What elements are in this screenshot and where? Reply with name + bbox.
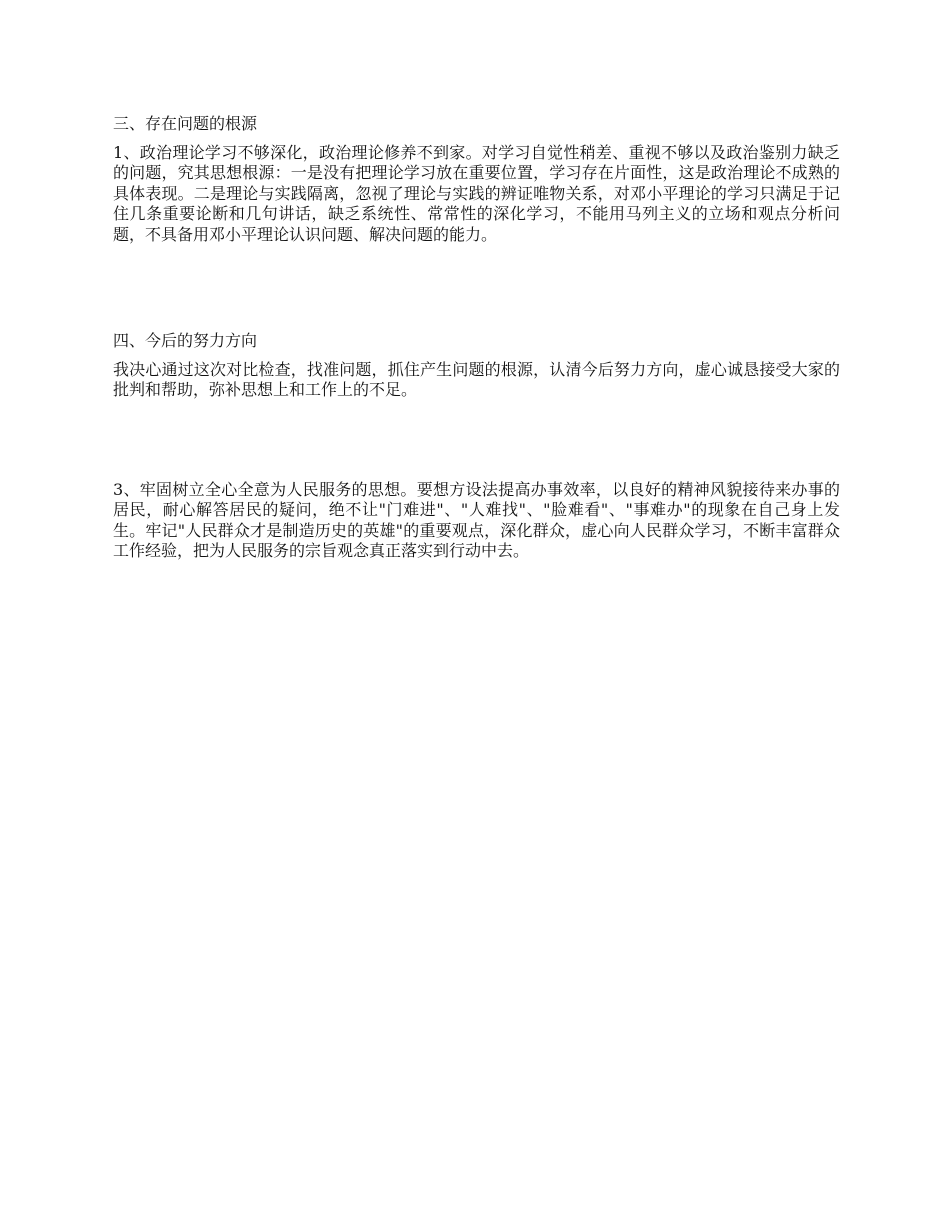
paragraph-root-causes: 1、政治理论学习不够深化，政治理论修养不到家。对学习自觉性稍差、重视不够以及政治鉴别力缺乏的问题，究其思想根源：一是没有把理论学习放在重要位置，学习存在片面性，这是政治理论不成熟的具体表现。二是理论与实践隔离，忽视了理论与实践的辨证唯物关系，对邓小平理论的学习只满足于记住几条重要论断和几句讲话，缺乏系统性、常常性的深化学习，不能用马列主义的立场和观点分析问题，不具备用邓小平理论认识问题、解决问题的能力。 — [113, 142, 840, 244]
section-heading-root-causes: 三、存在问题的根源 — [113, 114, 258, 133]
paragraph-serve-people: 3、牢固树立全心全意为人民服务的思想。要想方设法提高办事效率，以良好的精神风貌接待来办事的居民，耐心解答居民的疑问，绝不让"门难进"、"人难找"、"脸难看"、"事难办"的现象在自己身上发生。牢记"人民群众才是制造历史的英雄"的重要观点，深化群众，虚心向人民群众学习，不断丰富群众工作经验，把为人民服务的宗旨观念真正落实到行动中去。 — [113, 479, 840, 560]
paragraph-future-direction: 我决心通过这次对比检查，找准问题，抓住产生问题的根源，认清今后努力方向，虚心诚恳接受大家的批判和帮助，弥补思想上和工作上的不足。 — [113, 359, 840, 399]
section-heading-future-direction: 四、今后的努力方向 — [113, 331, 258, 350]
document-page — [113, 110, 840, 562]
